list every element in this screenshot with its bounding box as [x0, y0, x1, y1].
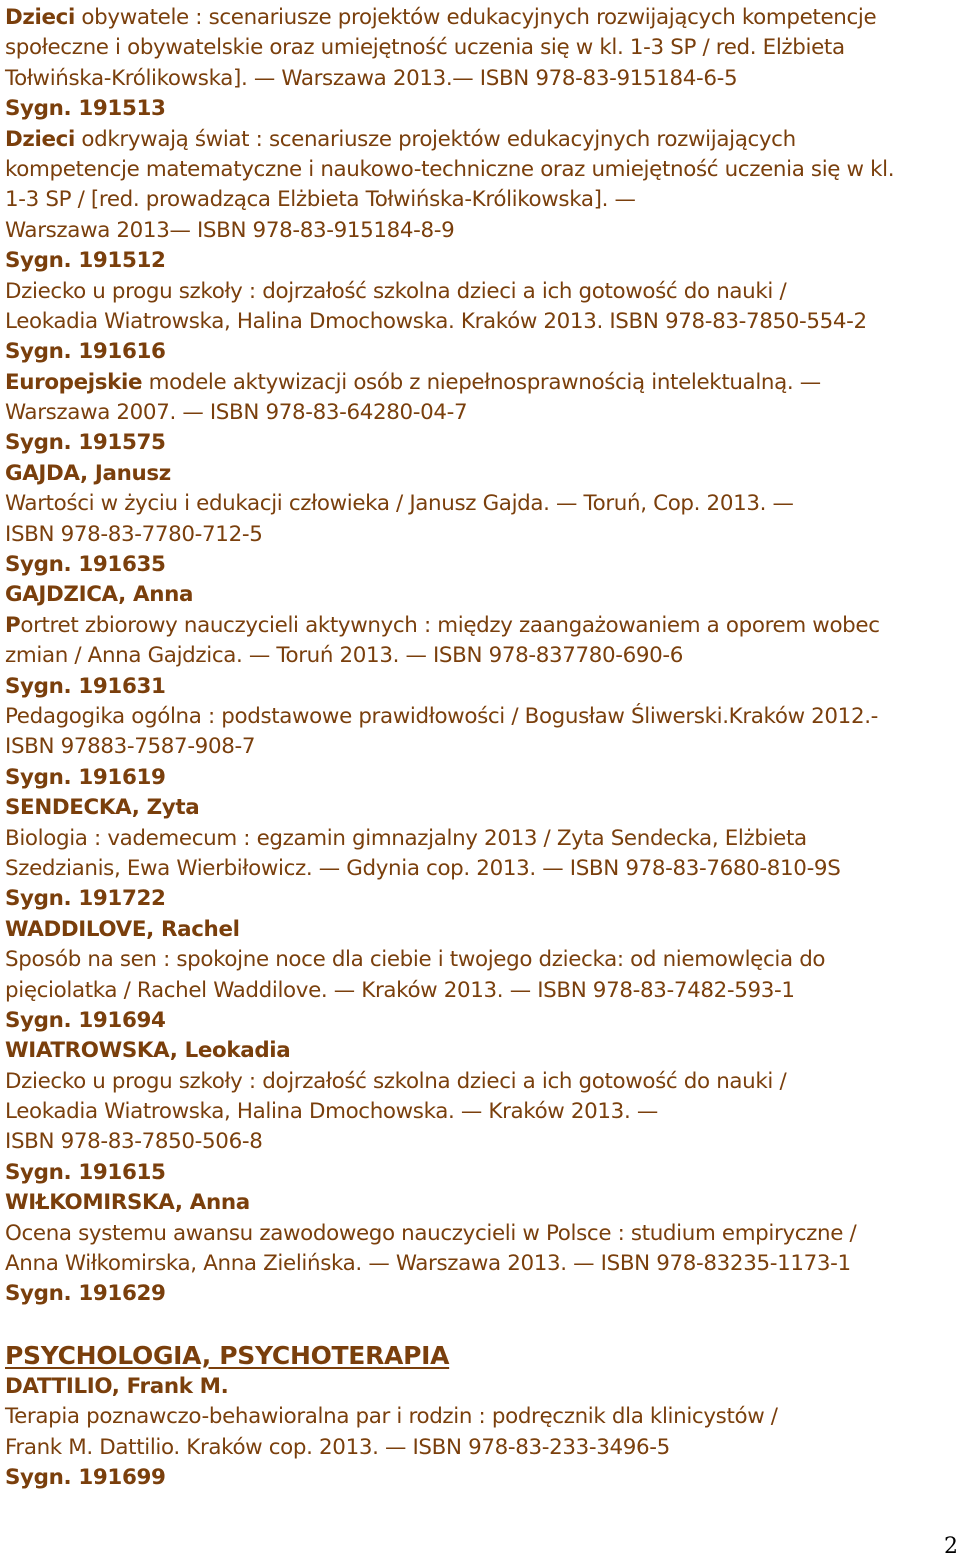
entry-text: ortret zbiorowy nauczycieli aktywnych : między zaangażowaniem a oporem wobec: [20, 612, 880, 638]
entry-line: [5, 125, 953, 155]
entry-line: Biologia : vademecum : egzamin gimnazjalny 2013 / Zyta Sendecka, Elżbieta: [5, 825, 807, 851]
entry-line: Szedzianis, Ewa Wierbiłowicz. — Gdynia cop. 2013. — ISBN 978-83-7680-810-9S: [5, 855, 841, 881]
author-heading: GAJDZICA, Anna: [5, 582, 194, 608]
entry-text: odkrywają świat : scenariusze projektów edukacyjnych rozwijających: [74, 126, 796, 152]
entry-line: zmian / Anna Gajdzica. — Toruń 2013. — ISBN 978-837780-690-6: [5, 643, 684, 669]
author-heading: DATTILIO, Frank M.: [5, 1373, 229, 1399]
entry-line: Leokadia Wiatrowska, Halina Dmochowska. — Kraków 2013. —: [5, 1099, 658, 1125]
entry-line: 1-3 SP / [red. prowadząca Elżbieta Tołwińska-Królikowska]. —: [5, 187, 636, 213]
author-heading: WIATROWSKA, Leokadia: [5, 1038, 291, 1064]
section-heading: PSYCHOLOGIA, PSYCHOTERAPIA: [5, 1340, 450, 1370]
section-spacer: [5, 1310, 953, 1340]
entry-line: pięciolatka / Rachel Waddilove. — Kraków 2013. — ISBN 978-83-7482-593-1: [5, 977, 795, 1003]
call-number: Sygn. 191629: [5, 1281, 166, 1307]
call-number: Sygn. 191635: [5, 552, 166, 578]
entry-line: [5, 3, 953, 33]
entry-line: społeczne i obywatelskie oraz umiejętność uczenia się w kl. 1-3 SP / red. Elżbieta: [5, 35, 845, 61]
call-number: Sygn. 191513: [5, 96, 166, 122]
entry-line: Frank M. Dattilio. Kraków cop. 2013. — ISBN 978-83-233-3496-5: [5, 1434, 670, 1460]
entry-line: Anna Wiłkomirska, Anna Zielińska. — Warszawa 2013. — ISBN 978-83235-1173-1: [5, 1251, 851, 1277]
entry-line: kompetencje matematyczne i naukowo-techniczne oraz umiejętność uczenia się w kl.: [5, 156, 895, 182]
entry-line: Dziecko u progu szkoły : dojrzałość szkolna dzieci a ich gotowość do nauki /: [5, 1068, 787, 1094]
call-number: Sygn. 191575: [5, 430, 166, 456]
entry-line: ISBN 978-83-7850-506-8: [5, 1129, 263, 1155]
entry-line: Sposób na sen : spokojne noce dla ciebie i twojego dziecka: od niemowlęcia do: [5, 947, 826, 973]
entry-line: Dziecko u progu szkoły : dojrzałość szkolna dzieci a ich gotowość do nauki /: [5, 278, 787, 304]
entry-line: Leokadia Wiatrowska, Halina Dmochowska. Kraków 2013. ISBN 978-83-7850-554-2: [5, 308, 867, 334]
entry-line: ISBN 978-83-7780-712-5: [5, 521, 263, 547]
entry-line: Terapia poznawczo-behawioralna par i rodzin : podręcznik dla klinicystów /: [5, 1404, 778, 1430]
author-heading: SENDECKA, Zyta: [5, 795, 200, 821]
catalog-page: [5, 3, 953, 1493]
call-number: Sygn. 191722: [5, 886, 166, 912]
call-number: Sygn. 191616: [5, 339, 166, 365]
title-keyword: P: [5, 612, 21, 638]
call-number: Sygn. 191512: [5, 248, 166, 274]
title-keyword: Europejskie: [5, 369, 143, 395]
call-number: Sygn. 191699: [5, 1464, 166, 1490]
entry-line: Wartości w życiu i edukacji człowieka / Janusz Gajda. — Toruń, Cop. 2013. —: [5, 491, 794, 517]
entry-line: [5, 368, 953, 398]
call-number: Sygn. 191694: [5, 1007, 166, 1033]
entry-line: [5, 611, 953, 641]
title-keyword: Dzieci: [5, 5, 75, 30]
entry-line: Tołwińska-Królikowska]. — Warszawa 2013.— ISBN 978-83-915184-6-5: [5, 65, 738, 91]
entry-line: ISBN 97883-7587-908-7: [5, 734, 256, 760]
entry-line: Ocena systemu awansu zawodowego nauczycieli w Polsce : studium empiryczne /: [5, 1220, 857, 1246]
entry-line: Warszawa 2007. — ISBN 978-83-64280-04-7: [5, 400, 468, 426]
author-heading: WADDILOVE, Rachel: [5, 916, 240, 942]
entry-line: Pedagogika ogólna : podstawowe prawidłowości / Bogusław Śliwerski.Kraków 2012.-: [5, 703, 879, 729]
title-keyword: Dzieci: [5, 126, 75, 152]
entry-text: modele aktywizacji osób z niepełnosprawnością intelektualną. —: [142, 369, 821, 395]
call-number: Sygn. 191615: [5, 1159, 166, 1185]
entry-text: obywatele : scenariusze projektów edukacyjnych rozwijających kompetencje: [74, 5, 877, 30]
call-number: Sygn. 191619: [5, 764, 166, 790]
entry-line: Warszawa 2013— ISBN 978-83-915184-8-9: [5, 217, 455, 243]
author-heading: WIŁKOMIRSKA, Anna: [5, 1190, 250, 1216]
call-number: Sygn. 191631: [5, 673, 166, 699]
page-number: 2: [944, 1534, 958, 1559]
author-heading: GAJDA, Janusz: [5, 460, 171, 486]
